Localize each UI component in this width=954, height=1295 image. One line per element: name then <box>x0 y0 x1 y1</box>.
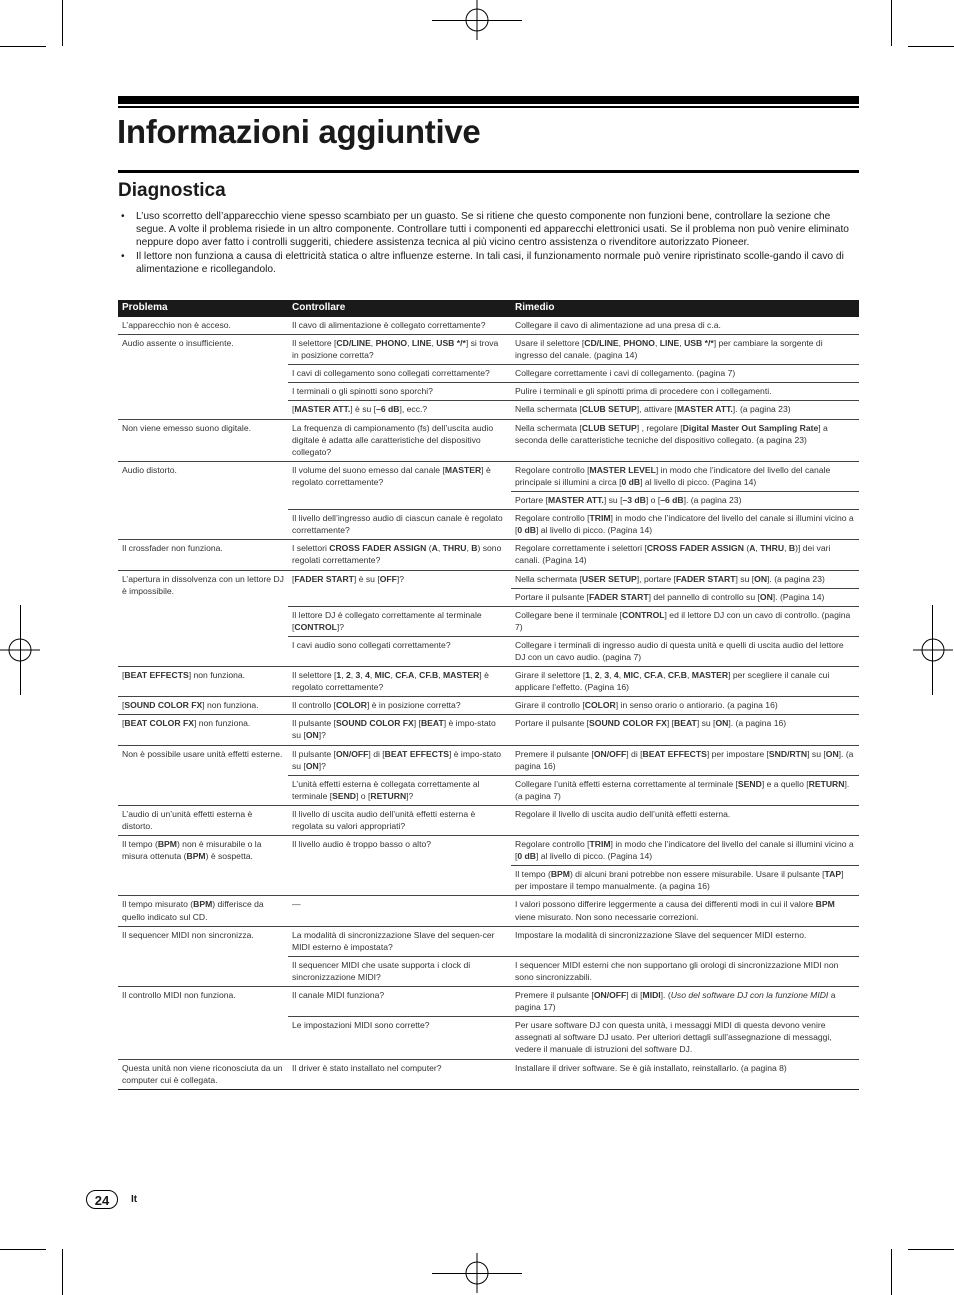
registration-mark-icon <box>0 630 40 670</box>
table-row <box>118 896 859 926</box>
check-cell: Le impostazioni MIDI sono corrette? <box>288 1017 511 1059</box>
diagnostics-table <box>118 300 859 1090</box>
check-cell: Il selettore [CD/LINE, PHONO, LINE, USB */*] si trova in posizione corretta? <box>288 335 511 365</box>
column-header-check: Controllare <box>288 300 511 317</box>
remedy-cell: Collegare il cavo di alimentazione ad una presa di c.a. <box>511 317 859 335</box>
problem-cell: Non è possibile usare unità effetti esterne. <box>118 745 288 805</box>
remedy-cell: Installare il driver software. Se è già installato, reinstallarlo. (a pagina 8) <box>511 1059 859 1089</box>
check-cell: Il controllo [COLOR] è in posizione corretta? <box>288 697 511 715</box>
table-row <box>118 667 859 697</box>
problem-cell: L’audio di un’unità effetti esterna è distorto. <box>118 805 288 835</box>
remedy-cell: I sequencer MIDI esterni che non supportano gli orologi di sincronizzazione MIDI non sono sincronizzabili. <box>511 956 859 986</box>
crop-mark-top-right-h <box>908 46 954 47</box>
page-number: 24 <box>86 1190 118 1209</box>
remedy-cell: Girare il selettore [1, 2, 3, 4, MIC, CF.A, CF.B, MASTER] per scegliere il canale cui applicare l’effetto. (Pagina 16) <box>511 667 859 697</box>
crop-mark-top-left-h <box>0 46 46 47</box>
check-cell: La modalità di sincronizzazione Slave del sequen-cer MIDI esterno è impostata? <box>288 926 511 956</box>
intro-item: • Il lettore non funziona a causa di elettricità statica o altre influenze esterne. In tali casi, il funzionamento normale può venire ripristinato scolle-gando il cavo di alimentazione e ricollegandolo. <box>118 251 859 277</box>
problem-cell: L’apertura in dissolvenza con un lettore DJ è impossibile. <box>118 570 288 667</box>
remedy-cell: Collegare i terminali di ingresso audio di questa unità e quelli di uscita audio del lettore DJ con un cavo audio. (pagina 7) <box>511 636 859 666</box>
check-cell: Il driver è stato installato nel computer? <box>288 1059 511 1089</box>
table-row <box>118 987 859 1017</box>
table-row <box>118 926 859 956</box>
table-row <box>118 570 859 588</box>
page-title: Informazioni aggiuntive <box>117 113 481 150</box>
problem-cell: Il crossfader non funziona. <box>118 540 288 570</box>
remedy-cell: Impostare la modalità di sincronizzazione Slave del sequencer MIDI esterno. <box>511 926 859 956</box>
problem-cell: [BEAT COLOR FX] non funziona. <box>118 715 288 745</box>
remedy-cell: Regolare correttamente i selettori [CROSS FADER ASSIGN (A, THRU, B)] dei vari canali. (Pagina 14) <box>511 540 859 570</box>
table-row <box>118 540 859 570</box>
remedy-cell: Regolare il livello di uscita audio dell’unità effetti esterna. <box>511 805 859 835</box>
registration-mark-icon <box>457 0 497 40</box>
registration-mark-icon <box>913 630 953 670</box>
language-code: It <box>131 1194 138 1205</box>
check-cell: I cavi audio sono collegati correttamente? <box>288 636 511 666</box>
check-cell: [FADER START] è su [OFF]? <box>288 570 511 606</box>
remedy-cell: Girare il controllo [COLOR] in senso orario o antiorario. (a pagina 16) <box>511 697 859 715</box>
remedy-cell: Pulire i terminali e gli spinotti prima di procedere con i collegamenti. <box>511 383 859 401</box>
check-cell: Il cavo di alimentazione è collegato correttamente? <box>288 317 511 335</box>
title-underline <box>118 170 859 173</box>
remedy-cell: Collegare correttamente i cavi di collegamento. (pagina 7) <box>511 365 859 383</box>
remedy-cell: Nella schermata [CLUB SETUP] , regolare [Digital Master Out Sampling Rate] a seconda delle caratteristiche tecniche del dispositivo collegato. (a pagina 23) <box>511 419 859 461</box>
check-cell: Il canale MIDI funziona? <box>288 987 511 1017</box>
check-cell: La frequenza di campionamento (fs) dell’uscita audio digitale è adatta alle caratteristiche del dispositivo collegato? <box>288 419 511 461</box>
remedy-cell: Regolare controllo [TRIM] in modo che l’indicatore del livello del canale si illumini vicino a [0 dB] al livello di picco. (Pagina 14) <box>511 510 859 540</box>
problem-cell: Audio assente o insufficiente. <box>118 335 288 419</box>
problem-cell: Il sequencer MIDI non sincronizza. <box>118 926 288 986</box>
problem-cell: Il tempo misurato (BPM) differisce da quello indicato sul CD. <box>118 896 288 926</box>
problem-cell: Questa unità non viene riconosciuta da un computer cui è collegata. <box>118 1059 288 1089</box>
check-cell: Il livello audio è troppo basso o alto? <box>288 836 511 896</box>
remedy-cell: Nella schermata [CLUB SETUP], attivare [MASTER ATT.]. (a pagina 23) <box>511 401 859 419</box>
check-cell: Il lettore DJ è collegato correttamente al terminale [CONTROL]? <box>288 606 511 636</box>
check-cell: I terminali o gli spinotti sono sporchi? <box>288 383 511 401</box>
table-row <box>118 745 859 775</box>
crop-mark-top-right-v <box>891 0 892 46</box>
remedy-cell: Portare il pulsante [FADER START] del pannello di controllo su [ON]. (Pagina 14) <box>511 588 859 606</box>
problem-cell: Audio distorto. <box>118 461 288 539</box>
check-cell: Il volume del suono emesso dal canale [MASTER] è regolato correttamente? <box>288 461 511 509</box>
check-cell: Il sequencer MIDI che usate supporta i clock di sincronizzazione MIDI? <box>288 956 511 986</box>
section-title: Diagnostica <box>118 180 226 201</box>
crop-mark-bottom-left-h <box>0 1249 46 1250</box>
remedy-cell: Nella schermata [USER SETUP], portare [FADER START] su [ON]. (a pagina 23) <box>511 570 859 588</box>
table-row <box>118 1059 859 1089</box>
table-row <box>118 715 859 745</box>
remedy-cell: Collegare l’unità effetti esterna correttamente al terminale [SEND] e a quello [RETURN]. (a pagina 7) <box>511 775 859 805</box>
table-row <box>118 805 859 835</box>
table-row <box>118 335 859 365</box>
crop-mark-bottom-right-v <box>891 1249 892 1295</box>
remedy-cell: Per usare software DJ con questa unità, i messaggi MIDI di questa devono venire assegnati al software DJ usato. Per ulteriori dettagli sull’assegnazione di messaggi, vedere il manuale di istruzioni del software DJ. <box>511 1017 859 1059</box>
check-cell: I selettori CROSS FADER ASSIGN (A, THRU, B) sono regolati correttamente? <box>288 540 511 570</box>
header-rule-thin <box>118 106 859 108</box>
check-cell: I cavi di collegamento sono collegati correttamente? <box>288 365 511 383</box>
intro-item: • L’uso scorretto dell’apparecchio viene spesso scambiato per un guasto. Se si ritiene che questo componente non funzioni bene, controllare la sezione che segue. A volte il problema risiede in un altro componente. Controllare tutti i componenti ed apparecchi elettronici usati. Se il problema non può venire eliminato neppure dopo aver fatto i controlli suggeriti, chiedere assistenza tecnica al più vicino centro assistenza o rivenditore autorizzato Pioneer. <box>118 211 859 250</box>
problem-cell: Il tempo (BPM) non è misurabile o la misura ottenuta (BPM) è sospetta. <box>118 836 288 896</box>
problem-cell: Il controllo MIDI non funziona. <box>118 987 288 1059</box>
remedy-cell: Portare il pulsante [SOUND COLOR FX] [BEAT] su [ON]. (a pagina 16) <box>511 715 859 745</box>
check-cell: Il pulsante [ON/OFF] di [BEAT EFFECTS] è impo-stato su [ON]? <box>288 745 511 775</box>
remedy-cell: I valori possono differire leggermente a causa dei differenti modi in cui il valore BPM viene misurato. Non sono necessarie correzioni. <box>511 896 859 926</box>
problem-cell: L’apparecchio non è acceso. <box>118 317 288 335</box>
table-row <box>118 836 859 866</box>
check-cell: — <box>288 896 511 926</box>
registration-mark-icon <box>457 1253 497 1293</box>
table-row <box>118 697 859 715</box>
remedy-cell: Regolare controllo [MASTER LEVEL] in modo che l’indicatore del livello del canale principale si illumini a circa [0 dB] al livello di picco. (Pagina 14) <box>511 461 859 491</box>
remedy-cell: Premere il pulsante [ON/OFF] di [MIDI]. (Uso del software DJ con la funzione MIDI a pagina 17) <box>511 987 859 1017</box>
table-body <box>118 317 859 1089</box>
remedy-cell: Il tempo (BPM) di alcuni brani potrebbe non essere misurabile. Usare il pulsante [TAP] per impostare il tempo manualmente. (a pagina 16) <box>511 866 859 896</box>
header-rule-thick <box>118 96 859 104</box>
problem-cell: [BEAT EFFECTS] non funziona. <box>118 667 288 697</box>
table-row <box>118 317 859 335</box>
check-cell: L’unità effetti esterna è collegata correttamente al terminale [SEND] o [RETURN]? <box>288 775 511 805</box>
remedy-cell: Usare il selettore [CD/LINE, PHONO, LINE, USB */*] per cambiare la sorgente di ingresso del canale. (pagina 14) <box>511 335 859 365</box>
table-header-row <box>118 300 859 317</box>
remedy-cell: Collegare bene il terminale [CONTROL] ed il lettore DJ con un cavo di controllo. (pagina 7) <box>511 606 859 636</box>
intro-list <box>118 211 859 278</box>
check-cell: Il livello di uscita audio dell’unità effetti esterna è regolata su valori appropriati? <box>288 805 511 835</box>
check-cell: Il pulsante [SOUND COLOR FX] [BEAT] è impo-stato su [ON]? <box>288 715 511 745</box>
table-row <box>118 419 859 461</box>
table-row <box>118 461 859 491</box>
check-cell: Il livello dell’ingresso audio di ciascun canale è regolato correttamente? <box>288 510 511 540</box>
crop-mark-top-left-v <box>62 0 63 46</box>
remedy-cell: Portare [MASTER ATT.] su [–3 dB] o [–6 dB]. (a pagina 23) <box>511 492 859 510</box>
crop-mark-bottom-left-v <box>62 1249 63 1295</box>
problem-cell: [SOUND COLOR FX] non funziona. <box>118 697 288 715</box>
check-cell: [MASTER ATT.] è su [–6 dB], ecc.? <box>288 401 511 419</box>
crop-mark-bottom-right-h <box>908 1249 954 1250</box>
remedy-cell: Regolare controllo [TRIM] in modo che l’indicatore del livello del canale si illumini vicino a [0 dB] al livello di picco. (Pagina 14) <box>511 836 859 866</box>
problem-cell: Non viene emesso suono digitale. <box>118 419 288 461</box>
check-cell: Il selettore [1, 2, 3, 4, MIC, CF.A, CF.B, MASTER] è regolato correttamente? <box>288 667 511 697</box>
column-header-remedy: Rimedio <box>511 300 859 317</box>
remedy-cell: Premere il pulsante [ON/OFF] di [BEAT EFFECTS] per impostare [SND/RTN] su [ON]. (a pagina 16) <box>511 745 859 775</box>
column-header-problem: Problema <box>118 300 288 317</box>
